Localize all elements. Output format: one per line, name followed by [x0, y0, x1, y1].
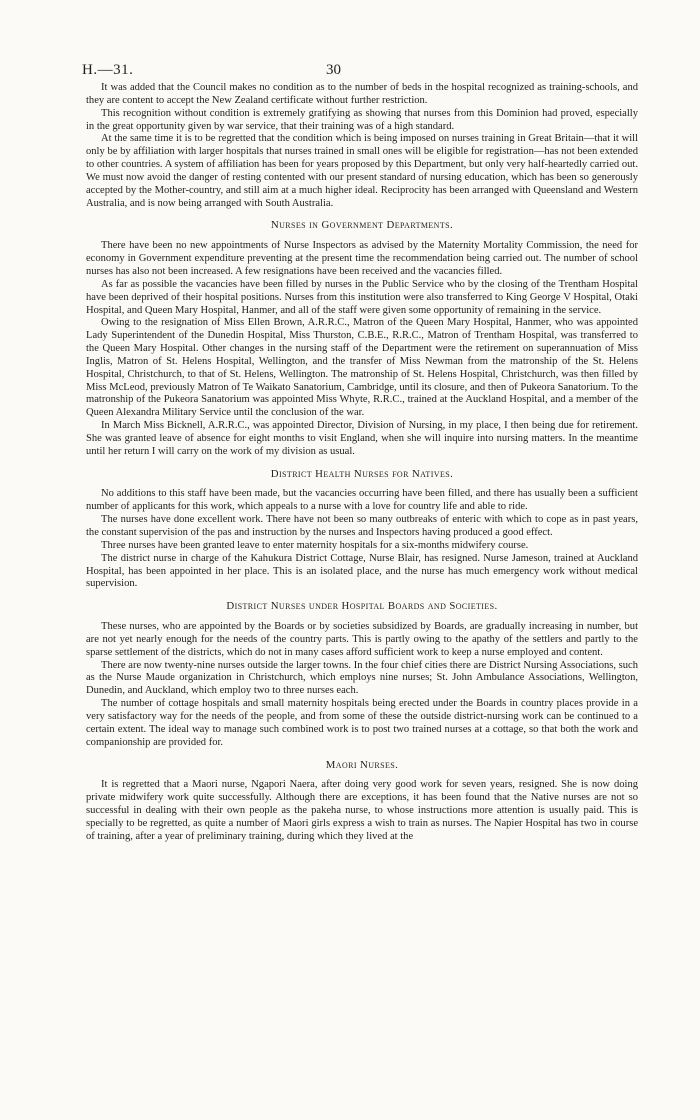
paragraph: As far as possible the vacancies have been filled by nurses in the Public Service who by the closing of the Trentham Hospital have been deprived of their hospital positions. Nurses from this institution were also transferred to King George V Hospital, Otaki Hospital, and Queen Mary Hospital, Hanmer, and all of the staff were given some opportunity of remaining in the service. [86, 278, 638, 316]
paragraph: There are now twenty-nine nurses outside the larger towns. In the four chief cities there are District Nursing Associations, such as the Nurse Maude organization in Christchurch, which employs nine nurses; St. John Ambulance Associations, Wellington, Dunedin, and Auckland, which employ two to three nurses each. [86, 659, 638, 697]
paragraph: It is regretted that a Maori nurse, Ngapori Naera, after doing very good work for seven years, resigned. She is now doing private midwifery work quite successfully. Although there are exceptions, it has been found that the Native nurses are not so successful in dealing with their own people as the pakeha nurse, to whose instructions more attention is usually paid. This is specially to be regretted, as quite a number of Maori girls express a wish to train as nurses. The Napier Hospital has two in course of training, after a year of preliminary training, during which they lived at the [86, 779, 638, 842]
section-heading: Nurses in Government Departments. [270, 219, 454, 232]
report-body [86, 82, 638, 844]
paragraph: This recognition without condition is extremely gratifying as showing that nurses from this Dominion had proved, especially in the great opportunity given by war service, that their training was of a high standard. [86, 107, 638, 132]
paragraph: No additions to this staff have been made, but the vacancies occurring have been filled, and there has usually been a sufficient number of applicants for this work, which appeals to a nurse with a love for country life and able to ride. [86, 488, 638, 513]
paragraph: Three nurses have been granted leave to enter maternity hospitals for a six-months midwifery course. [101, 539, 529, 551]
section-heading: Maori Nurses. [325, 758, 399, 771]
page-number: 30 [326, 62, 341, 78]
paragraph: The number of cottage hospitals and small maternity hospitals being erected under the Boards in country places provide in a very satisfactory way for the needs of the people, and from some of these the outside district-nursing work can be continued to a certain extent. The ideal way to manage such combined work is to post two trained nurses at a cottage, so that both the work and companionship are provided for. [86, 698, 638, 748]
report-reference: H.—31. [82, 62, 134, 78]
section-heading: District Health Nurses for Natives. [270, 467, 454, 480]
paragraph: In March Miss Bicknell, A.R.R.C., was appointed Director, Division of Nursing, in my place, I then being due for retirement. She was granted leave of absence for eight months to visit England, when she will inquire into nursing matters. In the meantime until her return I will carry on the work of my division as usual. [86, 420, 638, 457]
paragraph: Owing to the resignation of Miss Ellen Brown, A.R.R.C., Matron of the Queen Mary Hospital, Hanmer, who was appointed Lady Superintendent of the Dunedin Hospital, Miss Thurston, C.B.E., R.R.C., Matron of Trentham Hospital, was transferred to the Queen Mary Hospital. Other changes in the nursing staff of the Department were the retirement on superannuation of Miss Inglis, Matron of St. Helens Hospital, Wellington, and the transfer of Miss Newman from the matronship of the St. Helens Hospital, Christchurch, to that of St. Helens, Wellington. The matronship of St. Helens Hospital, Christchurch, was then filled by Miss McLeod, previously Matron of Te Waikato Sanatorium, Cambridge, until its closure, and then of Pukeora Sanatorium. To the matronship of the Pukeora Sanatorium was appointed Miss Whyte, R.R.C., trained at the Auckland Hospital, and a member of the Queen Alexandra Military Service until the conclusion of the war. [86, 317, 638, 419]
page-header [82, 56, 638, 82]
section-heading: District Nurses under Hospital Boards and Societies. [226, 600, 498, 613]
paragraph: At the same time it is to be regretted that the condition which is being imposed on nurses training in Great Britain—that it will only be by affiliation with larger hospitals that nurses trained in small ones will be eligible for registration—has not been extended to other countries. A system of affiliation has been for years proposed by this Department, but only very half-heartedly carried out. We must now avoid the danger of resting contented with our present standard of nursing education, which has been so generously accepted by the Mother-country, and still aim at a much higher ideal. Reciprocity has been arranged with Queensland and Western Australia, and is now being arranged with South Australia. [86, 133, 638, 209]
paragraph: There have been no new appointments of Nurse Inspectors as advised by the Maternity Mortality Commission, the need for economy in Government expenditure preventing at the present time the recommendation being carried out. The number of school nurses has also not been increased. A few resignations have been received and the vacancies filled. [86, 240, 638, 277]
paragraph: These nurses, who are appointed by the Boards or by societies subsidized by Boards, are gradually increasing in number, but are not yet nearly enough for the needs of the country parts. This is partly owing to the apathy of the settlers and partly to the sparse settlement of the districts, which do not in many cases afford sufficient work to keep a nurse employed and content. [86, 621, 638, 658]
paragraph: It was added that the Council makes no condition as to the number of beds in the hospital recognized as training-schools, and they are content to accept the New Zealand certificate without further restriction. [86, 82, 638, 106]
document-page [82, 56, 638, 844]
paragraph: The district nurse in charge of the Kahukura District Cottage, Nurse Blair, has resigned. Nurse Jameson, trained at Auckland Hospital, has been appointed in her place. This is an isolated place, and the nurse has much emergency work without medical supervision. [86, 552, 638, 590]
paragraph: The nurses have done excellent work. There have not been so many outbreaks of enteric with which to cope as in past years, the constant supervision of the pas and instruction by the nurses and Inspectors having produced a good effect. [86, 514, 638, 538]
